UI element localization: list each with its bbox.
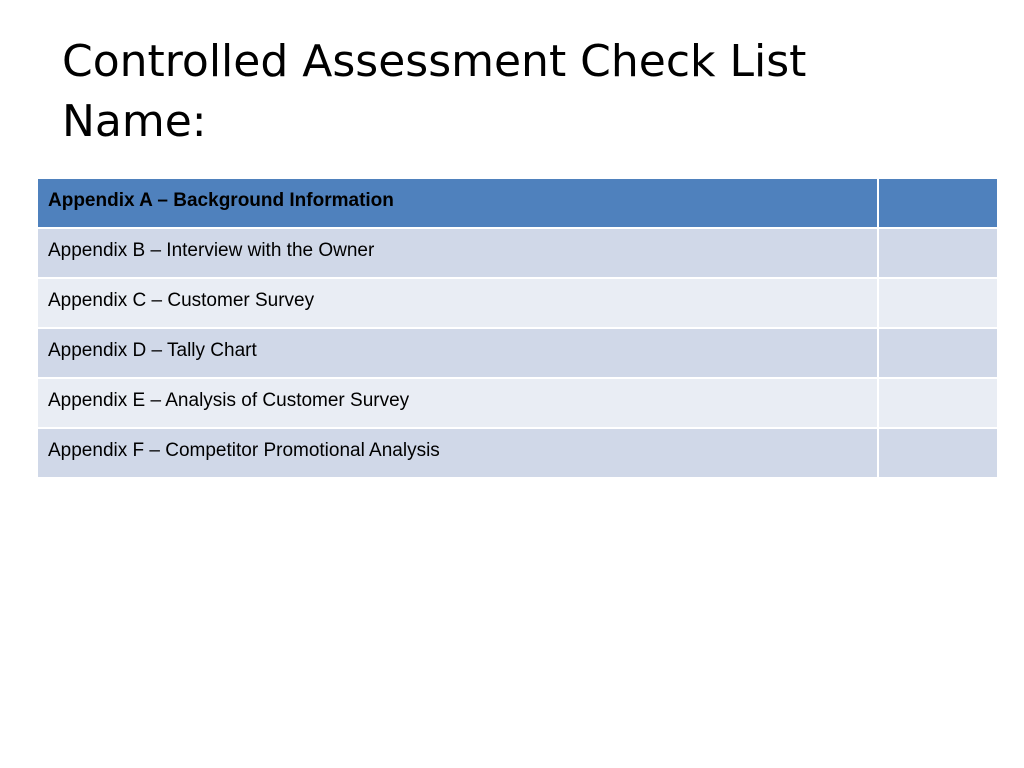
appendix-e-check-cell[interactable] bbox=[878, 378, 998, 428]
table-header-row bbox=[37, 178, 998, 228]
checklist-table bbox=[36, 177, 999, 479]
title-heading: Controlled Assessment Check List bbox=[62, 36, 807, 87]
appendix-c-label: Appendix C – Customer Survey bbox=[37, 278, 878, 328]
table-row bbox=[37, 378, 998, 428]
name-label: Name: bbox=[62, 96, 207, 147]
appendix-f-label: Appendix F – Competitor Promotional Analysis bbox=[37, 428, 878, 478]
appendix-c-check-cell[interactable] bbox=[878, 278, 998, 328]
table-row bbox=[37, 328, 998, 378]
slide-title bbox=[62, 32, 982, 152]
appendix-a-check-cell[interactable] bbox=[878, 178, 998, 228]
table-row bbox=[37, 428, 998, 478]
appendix-a-label: Appendix A – Background Information bbox=[37, 178, 878, 228]
appendix-d-label: Appendix D – Tally Chart bbox=[37, 328, 878, 378]
appendix-f-check-cell[interactable] bbox=[878, 428, 998, 478]
appendix-d-check-cell[interactable] bbox=[878, 328, 998, 378]
table-row bbox=[37, 228, 998, 278]
appendix-b-check-cell[interactable] bbox=[878, 228, 998, 278]
table-row bbox=[37, 278, 998, 328]
appendix-e-label: Appendix E – Analysis of Customer Survey bbox=[37, 378, 878, 428]
appendix-b-label: Appendix B – Interview with the Owner bbox=[37, 228, 878, 278]
